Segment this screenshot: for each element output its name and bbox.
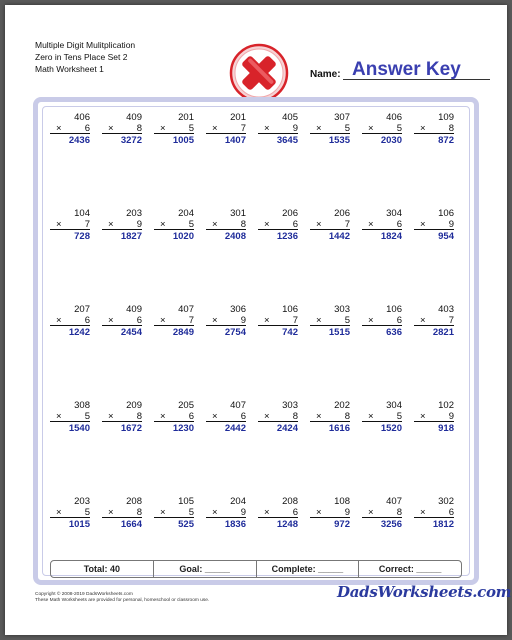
multiplier: 8 [240, 219, 246, 230]
multiplier-line [102, 315, 142, 326]
problem [258, 400, 298, 435]
answer: 1664 [120, 519, 142, 530]
multiplicand: 304 [386, 208, 402, 219]
problem [362, 112, 402, 147]
multiplicand: 306 [230, 304, 246, 315]
times-icon: × [212, 219, 218, 230]
answer: 1824 [380, 231, 402, 242]
problem [102, 208, 142, 243]
title-line-1: Multiple Digit Mulitplication [35, 40, 136, 50]
problem [310, 208, 350, 243]
multiplier: 7 [448, 315, 454, 326]
goal-cell: Goal: _____ [154, 561, 257, 577]
problems-frame [33, 97, 479, 585]
multiplicand: 109 [438, 112, 454, 123]
multiplier-line [206, 411, 246, 422]
multiplier-line [154, 315, 194, 326]
multiplicand: 203 [126, 208, 142, 219]
times-icon: × [316, 507, 322, 518]
multiplicand: 201 [230, 112, 246, 123]
red-x-icon [229, 43, 289, 103]
multiplier: 7 [188, 315, 194, 326]
answer: 1812 [432, 519, 454, 530]
problem [206, 112, 246, 147]
problem [258, 112, 298, 147]
answer: 2408 [224, 231, 246, 242]
multiplier: 8 [292, 411, 298, 422]
multiplicand: 406 [386, 112, 402, 123]
multiplier: 6 [84, 123, 90, 134]
answer: 1836 [224, 519, 246, 530]
times-icon: × [420, 507, 426, 518]
multiplier: 6 [448, 507, 454, 518]
answer: 1230 [172, 423, 194, 434]
complete-cell: Complete: _____ [257, 561, 360, 577]
multiplier-line [102, 219, 142, 230]
multiplier: 9 [292, 123, 298, 134]
multiplicand: 204 [178, 208, 194, 219]
answer: 872 [438, 135, 454, 146]
times-icon: × [160, 315, 166, 326]
multiplier-line [206, 315, 246, 326]
multiplicand: 203 [74, 496, 90, 507]
problem [310, 496, 350, 531]
answer: 3256 [380, 519, 402, 530]
multiplier: 6 [240, 411, 246, 422]
times-icon: × [316, 411, 322, 422]
multiplier: 6 [396, 315, 402, 326]
problem [362, 496, 402, 531]
times-icon: × [160, 219, 166, 230]
answer-key-label: Answer Key [352, 59, 461, 80]
problem [310, 400, 350, 435]
times-icon: × [368, 411, 374, 422]
problem-row [46, 208, 462, 258]
answer: 918 [438, 423, 454, 434]
multiplicand: 301 [230, 208, 246, 219]
multiplier: 8 [396, 507, 402, 518]
multiplicand: 209 [126, 400, 142, 411]
times-icon: × [316, 219, 322, 230]
multiplicand: 207 [74, 304, 90, 315]
problem [102, 496, 142, 531]
answer: 1005 [172, 135, 194, 146]
times-icon: × [212, 123, 218, 134]
times-icon: × [264, 123, 270, 134]
copyright-line-2: These Math Worksheets are provided for personal, homeschool or classroom use. [35, 598, 210, 603]
problem [154, 400, 194, 435]
multiplicand: 308 [74, 400, 90, 411]
multiplicand: 108 [334, 496, 350, 507]
problem-row [46, 496, 462, 546]
multiplicand: 407 [230, 400, 246, 411]
times-icon: × [108, 219, 114, 230]
multiplier: 9 [448, 219, 454, 230]
multiplier: 9 [448, 411, 454, 422]
answer: 2030 [380, 135, 402, 146]
times-icon: × [212, 411, 218, 422]
times-icon: × [264, 507, 270, 518]
multiplier: 9 [344, 507, 350, 518]
answer: 1827 [120, 231, 142, 242]
problem-row [46, 400, 462, 450]
times-icon: × [368, 507, 374, 518]
problem [414, 112, 454, 147]
problem [206, 304, 246, 339]
multiplier-line [102, 411, 142, 422]
times-icon: × [316, 315, 322, 326]
multiplier: 6 [84, 315, 90, 326]
problem [362, 208, 402, 243]
answer: 1672 [120, 423, 142, 434]
times-icon: × [108, 315, 114, 326]
problem [362, 304, 402, 339]
total-cell: Total: 40 [51, 561, 154, 577]
times-icon: × [212, 315, 218, 326]
multiplier-line [414, 411, 454, 422]
multiplicand: 304 [386, 400, 402, 411]
multiplier-line [362, 315, 402, 326]
multiplier-line [50, 123, 90, 134]
correct-cell: Correct: _____ [378, 564, 442, 574]
multiplier: 5 [188, 123, 194, 134]
worksheet-title [35, 39, 135, 75]
multiplicand: 106 [282, 304, 298, 315]
multiplier: 5 [84, 411, 90, 422]
multiplier-line [258, 123, 298, 134]
multiplier: 5 [344, 315, 350, 326]
problem [310, 304, 350, 339]
times-icon: × [56, 219, 62, 230]
answer: 728 [74, 231, 90, 242]
multiplier-line [414, 123, 454, 134]
copyright-notice [35, 592, 209, 604]
problem-row [46, 112, 462, 162]
times-icon: × [420, 411, 426, 422]
multiplier-line [102, 123, 142, 134]
multiplicand: 406 [74, 112, 90, 123]
answer: 2754 [224, 327, 246, 338]
times-icon: × [420, 123, 426, 134]
times-icon: × [108, 507, 114, 518]
answer: 1515 [328, 327, 350, 338]
multiplier: 9 [240, 507, 246, 518]
answer: 1520 [380, 423, 402, 434]
problem [258, 496, 298, 531]
multiplier: 7 [240, 123, 246, 134]
answer: 2424 [276, 423, 298, 434]
multiplier: 6 [136, 315, 142, 326]
multiplicand: 405 [282, 112, 298, 123]
multiplier: 6 [396, 219, 402, 230]
problem [206, 400, 246, 435]
answer: 972 [334, 519, 350, 530]
problem-row [46, 304, 462, 354]
multiplier-line [50, 315, 90, 326]
multiplier: 6 [292, 219, 298, 230]
multiplier-line [258, 315, 298, 326]
multiplier: 7 [344, 219, 350, 230]
answer: 1248 [276, 519, 298, 530]
multiplier-line [206, 507, 246, 518]
multiplicand: 403 [438, 304, 454, 315]
multiplicand: 104 [74, 208, 90, 219]
multiplicand: 407 [386, 496, 402, 507]
multiplier: 8 [344, 411, 350, 422]
times-icon: × [420, 219, 426, 230]
multiplier-line [362, 411, 402, 422]
answer: 1242 [68, 327, 90, 338]
multiplier: 9 [240, 315, 246, 326]
multiplier: 5 [344, 123, 350, 134]
problem [154, 304, 194, 339]
problem [50, 112, 90, 147]
brand-logo: DadsWorksheets.com [337, 583, 512, 601]
problem [258, 208, 298, 243]
answer: 1015 [68, 519, 90, 530]
copyright-line-1: Copyright © 2008-2019 DadsWorksheets.com [35, 592, 133, 597]
multiplier: 9 [136, 219, 142, 230]
multiplier-line [258, 411, 298, 422]
answer: 1442 [328, 231, 350, 242]
problem [102, 112, 142, 147]
problem [414, 496, 454, 531]
multiplier-line [310, 507, 350, 518]
multiplier: 7 [292, 315, 298, 326]
problem [414, 400, 454, 435]
multiplier-line [50, 507, 90, 518]
answer: 2454 [120, 327, 142, 338]
multiplicand: 205 [178, 400, 194, 411]
multiplier: 6 [188, 411, 194, 422]
multiplicand: 208 [126, 496, 142, 507]
multiplicand: 204 [230, 496, 246, 507]
times-icon: × [56, 123, 62, 134]
multiplier-line [206, 123, 246, 134]
multiplicand: 105 [178, 496, 194, 507]
times-icon: × [160, 123, 166, 134]
answer: 1540 [68, 423, 90, 434]
problem [102, 400, 142, 435]
answer: 525 [178, 519, 194, 530]
answer: 636 [386, 327, 402, 338]
multiplier-line [206, 219, 246, 230]
problem [102, 304, 142, 339]
answer: 2821 [432, 327, 454, 338]
multiplicand: 208 [282, 496, 298, 507]
times-icon: × [108, 123, 114, 134]
multiplicand: 106 [438, 208, 454, 219]
answer: 3272 [120, 135, 142, 146]
times-icon: × [368, 123, 374, 134]
times-icon: × [56, 315, 62, 326]
multiplier-line [50, 411, 90, 422]
times-icon: × [160, 411, 166, 422]
problem [50, 208, 90, 243]
multiplier-line [258, 219, 298, 230]
multiplicand: 206 [334, 208, 350, 219]
multiplier-line [258, 507, 298, 518]
title-line-3: Math Worksheet 1 [35, 64, 104, 74]
multiplicand: 407 [178, 304, 194, 315]
times-icon: × [56, 411, 62, 422]
multiplier-line [414, 507, 454, 518]
multiplier-line [154, 411, 194, 422]
answer: 1535 [328, 135, 350, 146]
multiplier: 8 [136, 123, 142, 134]
problem [414, 208, 454, 243]
multiplier-line [154, 123, 194, 134]
multiplier: 5 [188, 219, 194, 230]
answer: 2442 [224, 423, 246, 434]
problem [206, 208, 246, 243]
answer: 1020 [172, 231, 194, 242]
multiplier-line [414, 219, 454, 230]
problem [206, 496, 246, 531]
times-icon: × [420, 315, 426, 326]
multiplicand: 106 [386, 304, 402, 315]
problem [50, 400, 90, 435]
problem [310, 112, 350, 147]
answer: 954 [438, 231, 454, 242]
multiplier: 8 [136, 411, 142, 422]
times-icon: × [108, 411, 114, 422]
multiplier-line [362, 507, 402, 518]
problem [154, 496, 194, 531]
times-icon: × [264, 219, 270, 230]
multiplier-line [154, 219, 194, 230]
multiplicand: 307 [334, 112, 350, 123]
times-icon: × [368, 315, 374, 326]
multiplier: 5 [396, 411, 402, 422]
worksheet-page [5, 5, 512, 635]
times-icon: × [160, 507, 166, 518]
multiplicand: 201 [178, 112, 194, 123]
problem [414, 304, 454, 339]
times-icon: × [56, 507, 62, 518]
answer: 1407 [224, 135, 246, 146]
multiplicand: 102 [438, 400, 454, 411]
times-icon: × [212, 507, 218, 518]
problem [154, 208, 194, 243]
answer: 1236 [276, 231, 298, 242]
name-field [310, 59, 490, 81]
multiplier: 8 [136, 507, 142, 518]
problem [50, 304, 90, 339]
multiplier-line [154, 507, 194, 518]
multiplier-line [310, 315, 350, 326]
answer: 3645 [276, 135, 298, 146]
multiplier-line [362, 219, 402, 230]
multiplier: 8 [448, 123, 454, 134]
multiplicand: 409 [126, 304, 142, 315]
times-icon: × [264, 411, 270, 422]
multiplier: 5 [84, 507, 90, 518]
multiplier-line [50, 219, 90, 230]
problem [50, 496, 90, 531]
multiplicand: 302 [438, 496, 454, 507]
multiplicand: 303 [334, 304, 350, 315]
name-label: Name: [310, 69, 341, 80]
times-icon: × [264, 315, 270, 326]
multiplier-line [362, 123, 402, 134]
multiplier: 7 [84, 219, 90, 230]
multiplier: 5 [396, 123, 402, 134]
answer: 2436 [68, 135, 90, 146]
answer: 1616 [328, 423, 350, 434]
multiplier-line [310, 411, 350, 422]
title-line-2: Zero in Tens Place Set 2 [35, 52, 128, 62]
problem [258, 304, 298, 339]
times-icon: × [316, 123, 322, 134]
multiplier-line [102, 507, 142, 518]
score-bar [50, 560, 462, 578]
multiplier: 6 [292, 507, 298, 518]
multiplier-line [310, 219, 350, 230]
multiplicand: 206 [282, 208, 298, 219]
multiplier: 5 [188, 507, 194, 518]
multiplier-line [310, 123, 350, 134]
answer: 2849 [172, 327, 194, 338]
multiplicand: 409 [126, 112, 142, 123]
problem [362, 400, 402, 435]
times-icon: × [368, 219, 374, 230]
multiplier-line [414, 315, 454, 326]
multiplicand: 303 [282, 400, 298, 411]
answer: 742 [282, 327, 298, 338]
problem [154, 112, 194, 147]
multiplicand: 202 [334, 400, 350, 411]
